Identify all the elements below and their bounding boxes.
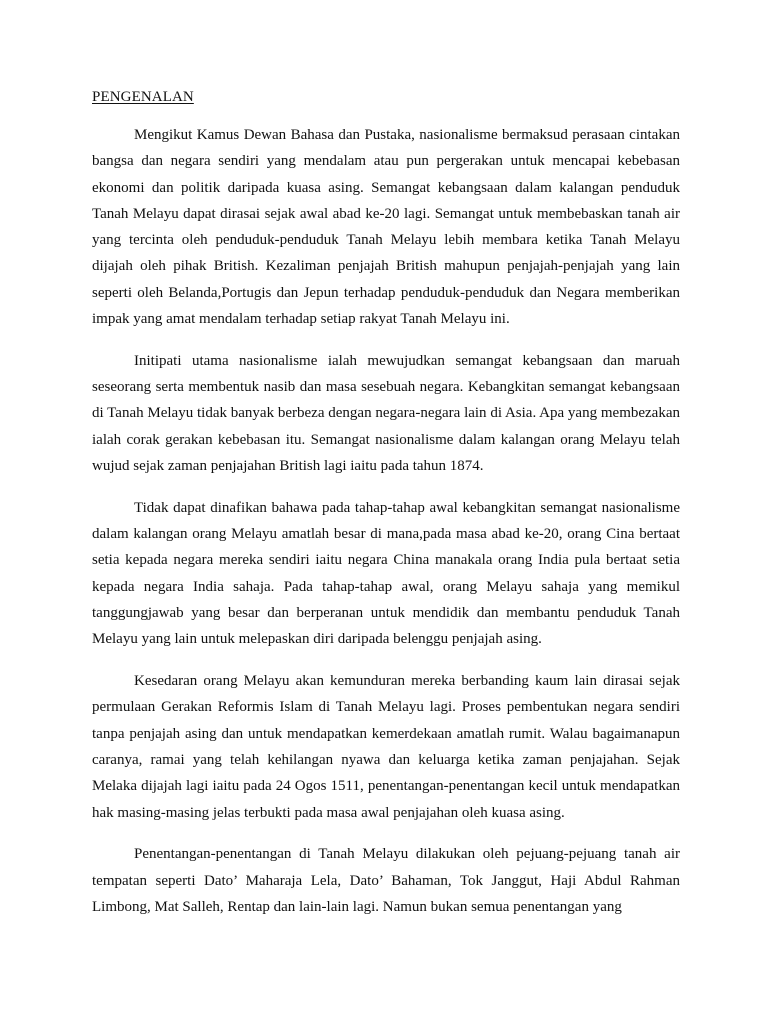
paragraph-early-stages: Tidak dapat dinafikan bahawa pada tahap-tahap awal kebangkitan semangat nasionalisme dalam kalangan orang Melayu amatlah besar di mana,pada masa abad ke-20, orang Cina bertaat setia kepada negara mereka sendiri iaitu negara China manakala orang India pula bertaat setia kepada negara India sahaja. Pada tahap-tahap awal, orang Melayu sahaja yang memikul tanggungjawab yang besar dan berperanan untuk mendidik dan membantu penduduk Tanah Melayu yang lain untuk melepaskan diri daripada belenggu penjajah asing. <box>92 499 680 648</box>
paragraph-definition: Mengikut Kamus Dewan Bahasa dan Pustaka, nasionalisme bermaksud perasaan cintakan bangsa dan negara sendiri yang mendalam atau pun pergerakan untuk mencapai kebebasan ekonomi dan politik daripada kuasa asing. Semangat kebangsaan dalam kalangan penduduk Tanah Melayu dapat dirasai sejak awal abad ke-20 lagi. Semangat untuk membebaskan tanah air yang tercinta oleh penduduk-penduduk Tanah Melayu lebih membara ketika Tanah Melayu dijajah oleh pihak British. Kezaliman penjajah British mahupun penjajah-penjajah yang lain seperti oleh Belanda,Portugis dan Jepun terhadap penduduk-penduduk dan Negara memberikan impak yang amat mendalam terhadap setiap rakyat Tanah Melayu ini. <box>92 127 680 328</box>
paragraph-essence: Initipati utama nasionalisme ialah mewujudkan semangat kebangsaan dan maruah seseorang serta membentuk nasib dan masa sesebuah negara. Kebangkitan semangat kebangsaan di Tanah Melayu tidak banyak berbeza dengan negara-negara lain di Asia. Apa yang membezakan ialah corak gerakan kebebasan itu. Semangat nasionalisme dalam kalangan orang Melayu telah wujud sejak zaman penjajahan British lagi iaitu pada tahun 1874. <box>92 352 680 475</box>
document-body <box>92 122 680 936</box>
document-heading: PENGENALAN <box>92 89 194 105</box>
paragraph-awareness: Kesedaran orang Melayu akan kemunduran mereka berbanding kaum lain dirasai sejak permulaan Gerakan Reformis Islam di Tanah Melayu lagi. Proses pembentukan negara sendiri tanpa penjajah asing dan untuk mendapatkan kemerdekaan amatlah rumit. Walau bagaimanapun caranya, ramai yang telah kehilangan nyawa dan keluarga ketika zaman penjajahan. Sejak Melaka dijajah lagi iaitu pada 24 Ogos 1511, penentangan-penentangan kecil untuk mendapatkan hak masing-masing jelas terbukti pada masa awal penjajahan oleh kuasa asing. <box>92 673 680 821</box>
paragraph-resistance: Penentangan-penentangan di Tanah Melayu dilakukan oleh pejuang-pejuang tanah air tempatan seperti Dato’ Maharaja Lela, Dato’ Bahaman, Tok Janggut, Haji Abdul Rahman Limbong, Mat Salleh, Rentap dan lain-lain lagi. Namun bukan semua penentangan yang <box>92 846 680 916</box>
